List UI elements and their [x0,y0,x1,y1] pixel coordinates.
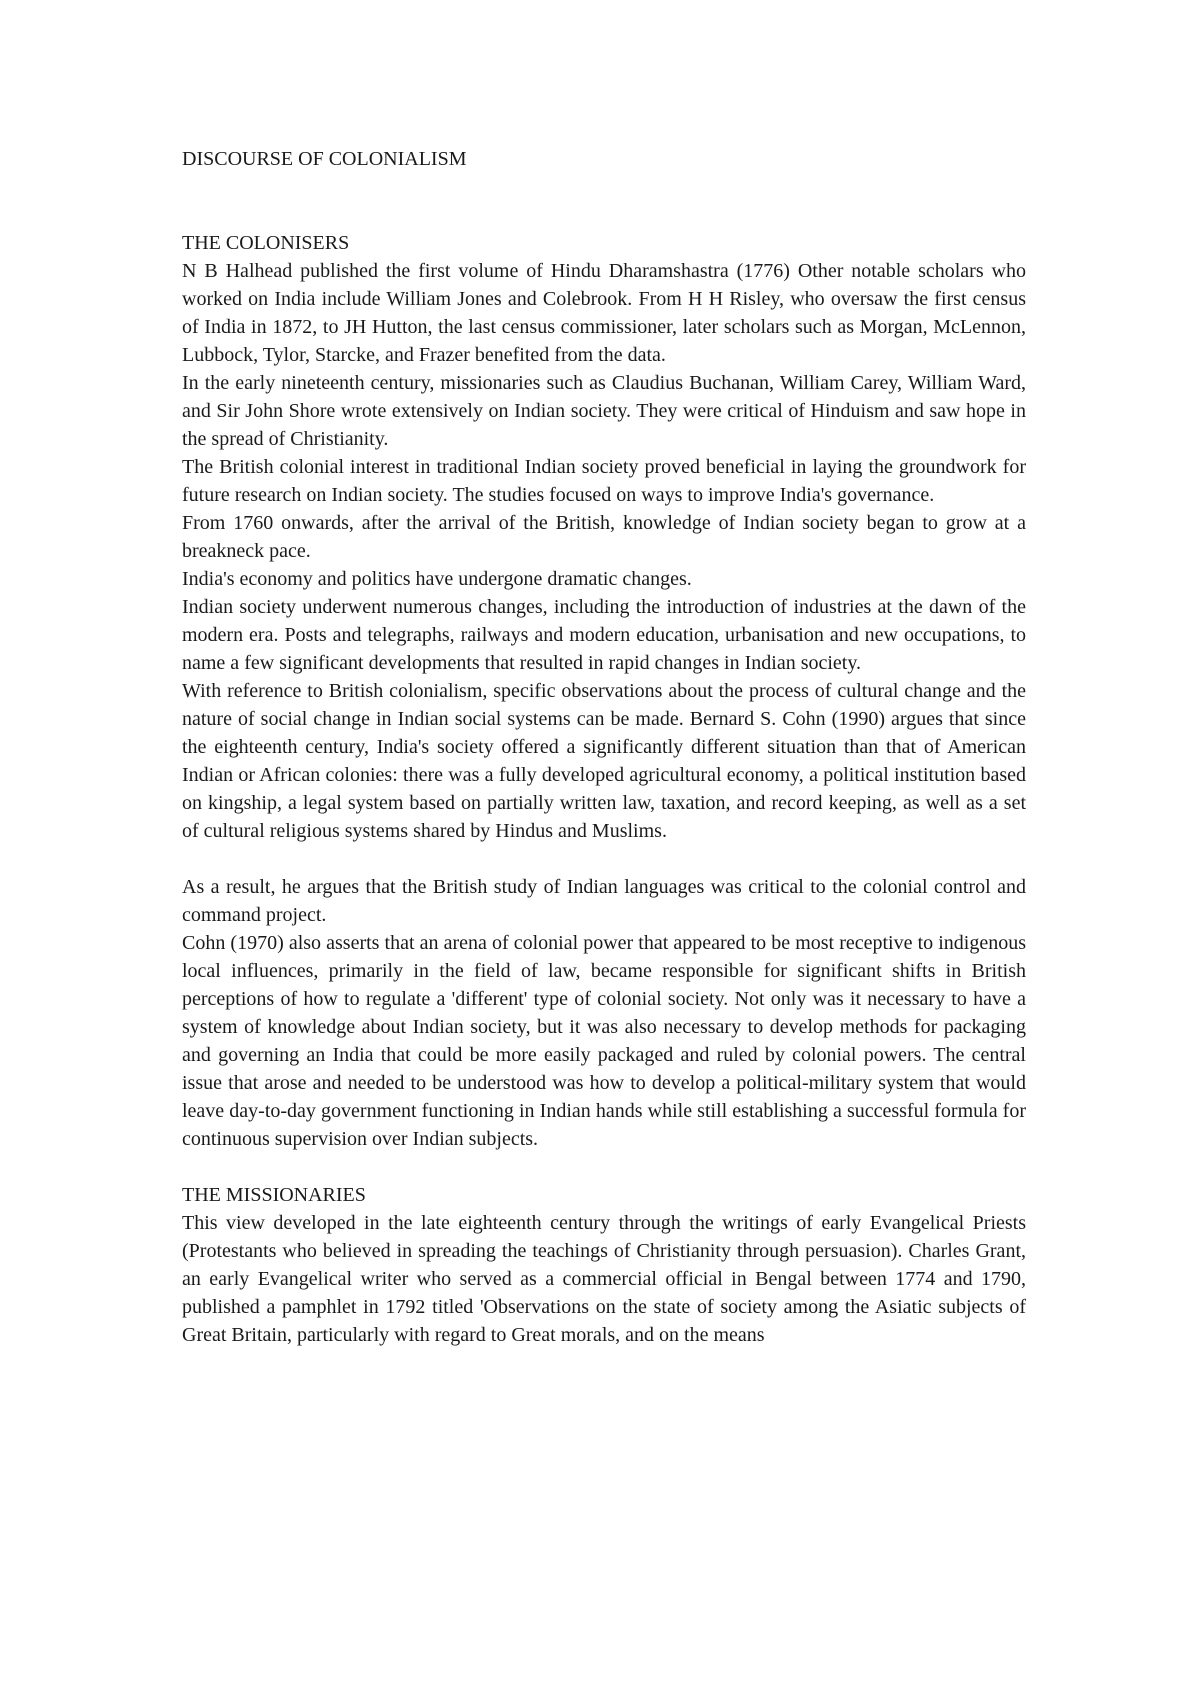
section-break [182,1153,1026,1181]
section-heading-colonisers: THE COLONISERS [182,232,350,254]
paragraph: N B Halhead published the first volume of Hindu Dharamshastra (1776) Other notable scholars who worked on India include William Jones and Colebrook. From H H Risley, who oversaw the first census of India in 1872, to JH Hutton, the last census commissioner, later scholars such as Morgan, McLennon, Lubbock, Tylor, Starcke, and Frazer benefited from the data. [182,260,1026,366]
document-body [182,145,1026,1349]
paragraph: From 1760 onwards, after the arrival of the British, knowledge of Indian society began to grow at a breakneck pace. [182,512,1026,562]
document-title: DISCOURSE OF COLONIALISM [182,148,467,170]
paragraph: The British colonial interest in traditional Indian society proved beneficial in laying the groundwork for future research on Indian society. The studies focused on ways to improve India's governance. [182,456,1026,506]
section-heading-missionaries: THE MISSIONARIES [182,1184,366,1206]
paragraph: This view developed in the late eighteenth century through the writings of early Evangelical Priests (Protestants who believed in spreading the teachings of Christianity through persuasion). Charles Grant, an early Evangelical writer who served as a commercial official in Bengal between 1774 and 1790, published a pamphlet in 1792 titled 'Observations on the state of society among the Asiatic subjects of Great Britain, particularly with regard to Great morals, and on the means [182,1212,1026,1346]
paragraph: India's economy and politics have undergone dramatic changes. [182,568,692,590]
paragraph: Indian society underwent numerous changes, including the introduction of industries at the dawn of the modern era. Posts and telegraphs, railways and modern education, urbanisation and new occupations, to name a few significant developments that resulted in rapid changes in Indian society. [182,596,1026,674]
paragraph: Cohn (1970) also asserts that an arena of colonial power that appeared to be most receptive to indigenous local influences, primarily in the field of law, became responsible for significant shifts in British perceptions of how to regulate a 'different' type of colonial society. Not only was it necessary to have a system of knowledge about Indian society, but it was also necessary to develop methods for packaging and governing an India that could be more easily packaged and ruled by colonial powers. The central issue that arose and needed to be understood was how to develop a political-military system that would leave day-to-day government functioning in Indian hands while still establishing a successful formula for continuous supervision over Indian subjects. [182,932,1026,1150]
paragraph: In the early nineteenth century, missionaries such as Claudius Buchanan, William Carey, William Ward, and Sir John Shore wrote extensively on Indian society. They were critical of Hinduism and saw hope in the spread of Christianity. [182,372,1026,450]
paragraph: With reference to British colonialism, specific observations about the process of cultural change and the nature of social change in Indian social systems can be made. Bernard S. Cohn (1990) argues that since the eighteenth century, India's society offered a significantly different situation than that of American Indian or African colonies: there was a fully developed agricultural economy, a political institution based on kingship, a legal system based on partially written law, taxation, and record keeping, as well as a set of cultural religious systems shared by Hindus and Muslims. [182,680,1026,842]
paragraph-break [182,845,1026,873]
paragraph: As a result, he argues that the British study of Indian languages was critical to the colonial control and command project. [182,876,1026,926]
